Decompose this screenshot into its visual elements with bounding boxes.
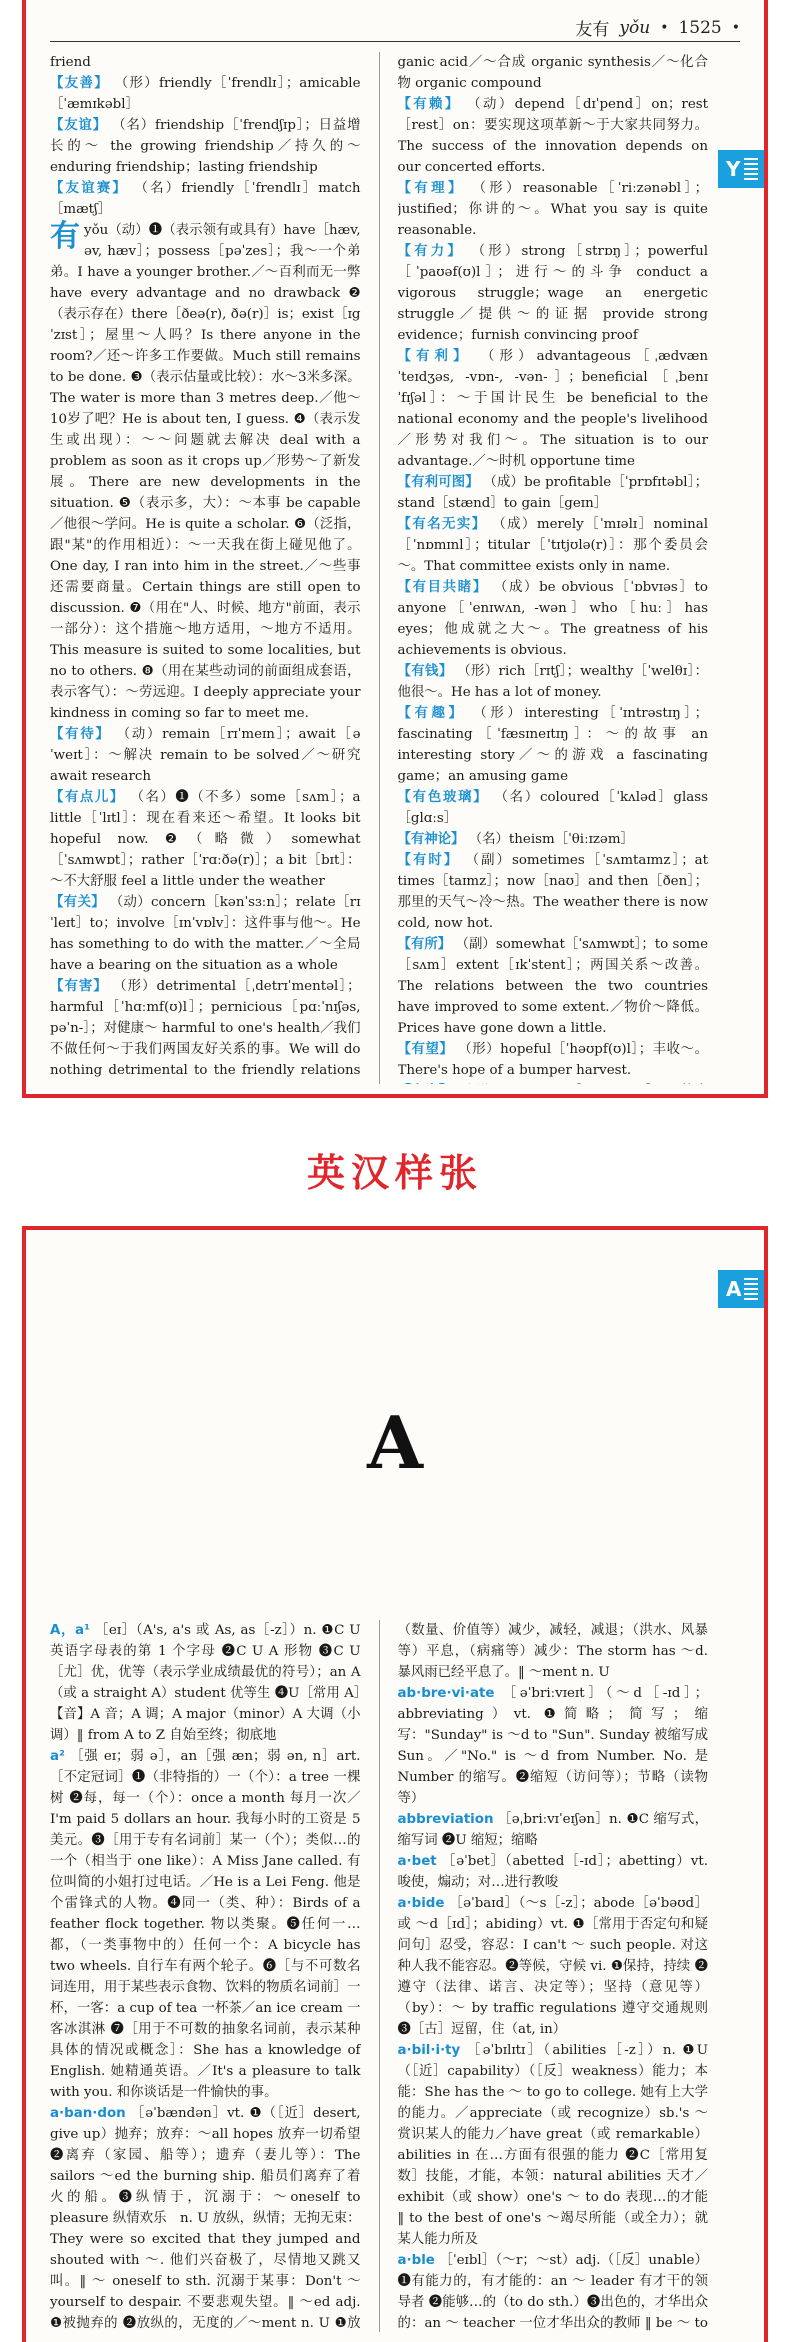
entry-definition: ［əˈbændən］vt. ❶（［近］desert, give up）抛弃；放弃：～all hopes 放弃一切希望 ❷离弃（家园、船等）；遗弃（妻儿等）：The sailors ～ed the burning ship. 船员们离弃了着火的船。❸纵情于，沉溺于：～oneself to pleasure 纵情欢乐 n. U 放纵，纵情；无拘无束：They were so excited that they jumped and shouted with ～. 他们兴奋极了，尽情地又跳又叫。‖ ～ oneself to sth. 沉溺于某事：Don't ～ yourself to despair. 不要悲观失望。‖ ～ed adj. ❶被抛弃的 ❷放纵的，无度的／～ment n. U ❶放 — [50, 2106, 361, 2331]
entry-definition: （成）be obvious［ˈɒbvɪəs］to anyone［ˈenɪwʌn, -wən］who［huː］has eyes；他成就之大～。The greatness of his achievements is obvious. — [397, 580, 708, 658]
entry-definition: ［强 eɪ；弱 ə］，an［强 æn；弱 ən, n］art.［不定冠词］❶（非特指的）一（个）：a tree 一棵树 ❷每，每一（个）：once a month 每月一次／I'm paid 5 dollars an hour. 我每小时的工资是 5 美元。❸［用于专有名词前］某一（个）；类似…的一个（相当于 one like）：A Miss Jane called. 有位叫简的小姐打过电话。／He is a Lei Feng. 他是个雷锋式的人物。❹同一（类、种）：Birds of a feather flock together. 物以类聚。❺任何一…都，（一类事物中的）任何一个：A bicycle has two wheels. 自行车有两个轮子。❻［与不可数名词连用，用于某些表示食物、饮料的物质名词前］一杯，一客：a cup of tea 一杯茶／an ice cream 一客冰淇淋 ❼［用于不可数的抽象名词前，表示某种具体的情况或概念］：She has a knowledge of English. 她精通英语。／It's a pleasure to talk with you. 和你谈话是一件愉快的事。 — [50, 1749, 361, 2100]
entry-definition: （形）rich［rɪtʃ］；wealthy［ˈwelθɪ］：他很～。He has a lot of money. — [397, 664, 708, 700]
dictionary-entry — [398, 1851, 709, 1893]
entry-definition: （副）sometimes［ˈsʌmtaɪmz］；at times［taɪmz］；now［naʊ］and then［ðen］；那里的天气～冷～热。The weather there is now cold, now hot. — [397, 853, 708, 931]
dictionary-entry — [50, 220, 361, 724]
dictionary-entry — [50, 2103, 361, 2332]
entry-headword: 【有理】 — [397, 181, 465, 196]
entry-definition: （动）concern［kənˈsɜːn］；relate［rɪˈleɪt］to；involve［ɪnˈvɒlv］：这件事与他～。He has something to do with the matter.／～全局 have a bearing on the situation as a whole — [50, 895, 361, 973]
entry-headword: 【有关】 — [50, 895, 106, 910]
entry-headword: 【有利】 — [397, 349, 472, 364]
entry-headword: 【有名无实】 — [397, 517, 487, 532]
entry-definition: （形）detrimental［ˌdetrɪˈmentəl］；harmful［ˈhɑːmf(ʊ)l］；pernicious［pɑːˈnɪʃəs, pəˈn-］；对健康～ harmful to one's health／我们不做任何～于我们两国友好关系的事。We will do nothing detrimental to the friendly relations — [50, 979, 361, 1078]
entry-headword: a·ban·don — [50, 2106, 126, 2121]
entry-definition: （形）friendly［ˈfrendlɪ］；amicable［ˈæmɪkəbl］ — [50, 76, 361, 112]
entry-definition: （名）coloured［ˈkʌləd］glass［glɑːs］ — [397, 790, 708, 826]
entry-definition: （数量、价值等）减少，减轻，减退；（洪水、风暴等）平息，（病痛等）减少：The storm has ～d. 暴风雨已经平息了。‖ ～ment n. U — [397, 1623, 708, 1680]
dictionary-entry — [50, 115, 361, 178]
entry-headword: A，a¹ — [50, 1623, 90, 1638]
dictionary-entry — [398, 2040, 709, 2250]
entry-definition: ［əˈbaɪd］（～s［-z］；abode［əˈbəʊd］或 ～d［ɪd］；abiding）vt. ❶［常用于否定句和疑问句］忍受，容忍：I can't ～ such people. 对这种人我不能容忍。❷等候，守候 vi. ❶保持，持续 ❷遵守（法律、诺言、决定等）；坚持（意见等）（by）：～ by traffic regulations 遵守交通规则 ❸［古］逗留，住（at, in） — [397, 1896, 708, 2037]
dictionary-entry — [398, 1893, 709, 2040]
running-head — [50, 14, 740, 42]
thumb-index-tab-a[interactable] — [718, 1270, 764, 1308]
dictionary-entry — [398, 1081, 709, 1084]
entry-headword: 【有害】 — [50, 979, 108, 994]
dictionary-entry — [50, 892, 361, 976]
thumb-tab-letter: A — [726, 1277, 742, 1301]
tab-lines-icon — [744, 1278, 758, 1300]
dictionary-entry — [398, 241, 709, 346]
left-column — [50, 52, 361, 1084]
entry-definition: （形）strong［strɒŋ］；powerful［ˈpaʊəf(ʊ)l］；进行～的斗争 conduct a vigorous struggle；wage an energetic struggle／提供～的证据 provide strong evidence；furnish convincing proof — [397, 244, 708, 343]
dictionary-entry — [398, 52, 709, 94]
entry-definition: ［eɪ］（A's, a's 或 As, as［-z］）n. ❶C U 英语字母表的第 1 个字母 ❷C U A 形物 ❸C U［尤］优，优等（表示学业成绩最优的符号）；an A（或 a straight A）student 优等生 ❹U［常用 A］【音】A 音；A 调；A major（minor）A 大调（小调）‖ from A to Z 自始至终；彻底地 — [50, 1623, 361, 1743]
entry-definition: ［ˈeɪbl］（～r；～st）adj.（［反］unable）❶有能力的，有才能的：an ～ leader 有才干的领导者 ❷能够…的（to do sth.）❸出色的，才华出众的：an ～ teacher 一位才华出众的教师 ‖ be ～ to — [397, 2253, 708, 2331]
entry-headword: 【有目共睹】 — [397, 580, 488, 595]
entry-headword: abbreviation — [397, 1812, 494, 1827]
dictionary-page-top — [22, 0, 768, 1098]
entry-definition: （形）advantageous［ˌædvænˈteɪdʒəs, -vɒn-, -vən-］；beneficial［ˌbenɪˈfɪʃəl］：～于国计民生 be beneficial to the national economy and the people's livelihood／形势对我们～。The situation is to our advantage.／～时机 opportune time — [397, 349, 708, 469]
entry-headword: 【友谊赛】 — [50, 181, 129, 196]
entry-definition: ［əˌbriːvɪˈeɪʃən］n. ❶C 缩写式，缩写词 ❷U 缩短；缩略 — [397, 1812, 708, 1848]
dictionary-entry — [398, 787, 709, 829]
entry-headword: 【有所】 — [397, 937, 452, 952]
running-head-pinyin: yǒu — [619, 17, 651, 38]
dictionary-entry — [398, 850, 709, 934]
entry-headword: 【有赖】 — [397, 97, 461, 112]
entry-definition: （名）❶（不多）some［sʌm］；a little［ˈlɪtl］：现在看来还～希望。It looks bit hopeful now. ❷（略微）somewhat［ˈsʌmwɒt］；rather［ˈrɑːðə(r)］；a bit［bɪt］：～不大舒服 feel a little under the weather — [50, 790, 361, 889]
entry-definition: （名）friendly［ˈfrendlɪ］match［mætʃ］ — [50, 181, 361, 217]
tab-lines-icon — [744, 158, 758, 180]
bullet-separator: • — [660, 19, 669, 36]
dictionary-entry — [50, 1746, 361, 2103]
column-divider — [379, 1620, 380, 2332]
entry-headword: 【有时】 — [397, 853, 460, 868]
entry-headword: a·bide — [397, 1896, 445, 1911]
dictionary-entry — [398, 178, 709, 241]
dictionary-page-bottom — [22, 1226, 768, 2342]
dictionary-entry — [50, 724, 361, 787]
entry-definition: （成）be profitable［ˈprɒfɪtəbl］；stand［stænd］to gain［geɪn］ — [397, 475, 708, 511]
entry-headword: 【有望】 — [397, 1042, 454, 1057]
entry-definition: ［əˈbɪlɪtɪ］（abilities［-z］）n. ❶U（［近］capability）（［反］weakness）能力；本能：She has the ～ to go to college. 她有上大学的能力。／appreciate（或 recognize）sb.'s ～ 赏识某人的能力／have great（或 remarkable）abilities in 在…方面有很强的能力 ❷C［常用复数］技能，才能，本领：natural abilities 天才／exhibit（或 show）one's ～ to do 表现…的才能 ‖ to the best of one's ～竭尽所能（或全力）；就某人能力所及 — [397, 2043, 708, 2247]
entry-definition: （形）hopeful［ˈhəʊpf(ʊ)l］；丰收～。There's hope of a bumper harvest. — [397, 1042, 708, 1078]
entry-definition: yǒu（动）❶（表示领有或具有）have［hæv, əv, hæv］；possess［pəˈzes］；我～一个弟弟。I have a younger brother.／～百利而无一弊 have every advantage and no drawback ❷（表示存在）there［ðeə(r), ðə(r)］is；exist［ɪgˈzɪst］；屋里～人吗？Is there anyone in the room?／还～许多工作要做。Much still remains to be done. ❸（表示估量或比较）：水～3米多深。The water is more than 3 metres deep.／他～10岁了吧？He is about ten, I guess. ❹（表示发生或出现）：～～问题就去解决 deal with a problem as soon as it crops up／形势～了新发展。There are new developments in the situation. ❺（表示多，大）：～本事 be capable／他很～学问。He is quite a scholar. ❻（泛指，跟"某"的作用相近）：～一天我在街上碰见他了。One day, I ran into him in the street.／～些事还需要商量。Certain things are still open to discussion. ❼（用在"人、时候、地方"前面，表示一部分）：这个措施～地方适用，～地方不适用。This measure is suited to some localities, but no to others. ❽（用在某些动词的前面组成套语，表示客气）：～劳远迎。I deeply appreciate your kindness in coming so far to meet me. — [50, 223, 361, 721]
entry-headword: 【有神论】 — [397, 832, 465, 847]
dictionary-entry — [398, 2250, 709, 2332]
dictionary-entry — [398, 472, 709, 514]
dictionary-entry — [398, 934, 709, 1039]
entry-definition: （形）interesting［ˈɪntrəstɪŋ］；fascinating［ˈfæsɪneɪtɪŋ］：～的故事 an interesting story／～的游戏 a fascinating game；an amusing game — [397, 706, 708, 784]
left-column — [50, 1620, 361, 2332]
page-number: 1525 — [678, 17, 722, 38]
entry-headword: 【有钱】 — [397, 664, 453, 679]
entry-headword: ab·bre·vi·ate — [397, 1686, 495, 1701]
entry-headword: a² — [50, 1749, 65, 1764]
dictionary-entry — [50, 73, 361, 115]
two-column-text — [50, 52, 708, 1084]
entry-definition: friend — [50, 55, 91, 70]
right-column — [398, 1620, 709, 2332]
dictionary-entry — [398, 346, 709, 472]
entry-definition: ganic acid／～合成 organic synthesis／～化合物 organic compound — [397, 55, 708, 91]
running-head-word: 友有 — [575, 20, 610, 40]
two-column-text — [50, 1620, 708, 2332]
dictionary-entry — [398, 1683, 709, 1809]
entry-definition: （动）remain［rɪˈmeɪn］；await［əˈweɪt］：～解决 remain to be solved／～研究 await research — [50, 727, 361, 784]
dictionary-entry — [398, 1620, 709, 1683]
entry-definition: （名）theism［ˈθiːɪzəm］ — [468, 832, 634, 847]
dictionary-entry — [398, 514, 709, 577]
entry-definition: （副）somewhat［ˈsʌmwɒt］；to some［sʌm］extent［ɪkˈstent］；两国关系～改善。The relations between the two countries have improved to some extent.／物价～降低。Prices have gone down a little. — [397, 937, 708, 1036]
entry-headword: 【有待】 — [50, 727, 111, 742]
entry-headword: a·bil·i·ty — [397, 2043, 461, 2058]
entry-headword: 【友谊】 — [50, 118, 108, 133]
entry-definition: （动）depend［dɪˈpend］on；rest［rest］on：要实现这项革新～于大家共同努力。The success of the innovation depends on our concerted efforts. — [397, 97, 708, 175]
dictionary-entry — [50, 1620, 361, 1746]
dictionary-entry — [50, 976, 361, 1084]
entry-definition: ［əˈbet］（abetted［-ɪd］；abetting）vt. 唆使，煽动；对…进行教唆 — [397, 1854, 708, 1890]
entry-headword: 【有色玻璃】 — [397, 790, 489, 805]
dictionary-entry — [398, 661, 709, 703]
section-title: 英汉样张 — [306, 1151, 483, 1195]
dictionary-entry — [398, 829, 709, 850]
entry-headword: a·bet — [397, 1854, 437, 1869]
section-letter-heading: A — [367, 1400, 423, 1485]
entry-headword: 【有点儿】 — [50, 790, 125, 805]
entry-definition: （成）merely［ˈmɪəlɪ］nominal［ˈnɒmɪnl］；titular［ˈtɪtjʊlə(r)］：那个委员会～。That committee exists only in name. — [397, 517, 708, 574]
dictionary-entry — [50, 178, 361, 220]
bullet-separator: • — [731, 19, 740, 36]
entry-headword: 【有利可图】 — [397, 475, 479, 490]
entry-definition: （形）reasonable［ˈriːzənəbl］；justified；你讲的～。What you say is quite reasonable. — [397, 181, 708, 238]
entry-headword: 有 — [50, 219, 80, 254]
dictionary-entry — [398, 94, 709, 178]
entry-headword: a·ble — [397, 2253, 435, 2268]
right-column — [398, 52, 709, 1084]
dictionary-entry — [398, 703, 709, 787]
entry-definition: ［əˈbriːvɪeɪt］（～d［-ɪd］；abbreviating）vt. ❶简略；简写；缩写："Sunday" is ～d to "Sun". Sunday 被缩写成 Sun。／"No." is ～d from Number. No. 是 Number 的缩写。❷缩短（访问等）；节略（读物等） — [397, 1686, 708, 1806]
dictionary-entry — [398, 1809, 709, 1851]
column-divider — [379, 52, 380, 1084]
dictionary-entry — [50, 787, 361, 892]
entry-headword: 【有力】 — [397, 244, 465, 259]
entry-headword: 【有趣】 — [397, 706, 466, 721]
entry-headword: 【友善】 — [50, 76, 110, 91]
thumb-tab-letter: Y — [726, 157, 741, 181]
dictionary-entry — [50, 52, 361, 73]
entry-definition: （名）friendship［ˈfrendʃɪp］；日益增长的～ the growing friendship／持久的～ enduring friendship；lasting friendship — [50, 118, 361, 175]
thumb-index-tab-y[interactable] — [718, 150, 764, 188]
dictionary-entry — [398, 1039, 709, 1081]
dictionary-entry — [398, 577, 709, 661]
